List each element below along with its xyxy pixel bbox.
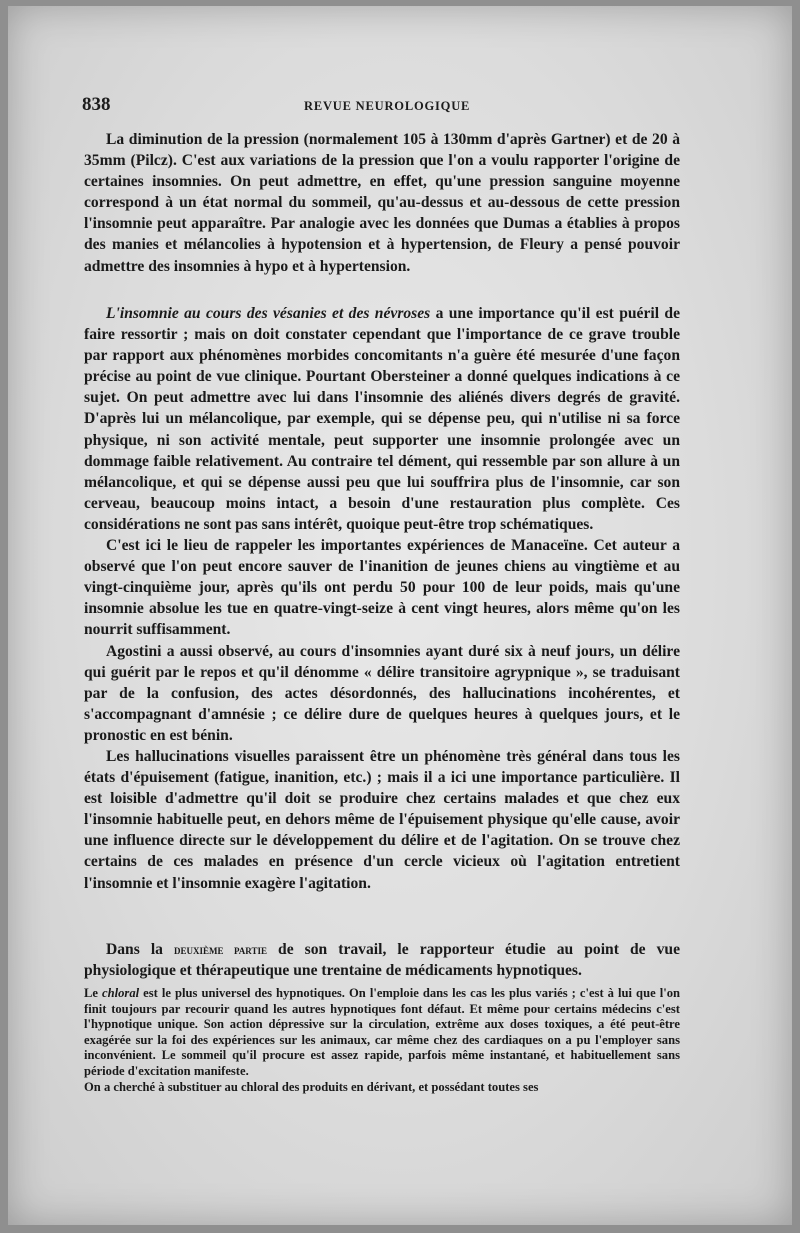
scanned-page <box>8 6 792 1225</box>
paragraph: L'insomnie au cours des vésanies et des névroses a une importance qu'il est puéril de faire ressortir ; mais on doit constater cependant que l'importance de ce grave trouble par rapport aux phénomènes morbides concomitants n'a guère été mesurée d'une façon précise au point de vue clinique. Pourtant Obersteiner a donné quelques indications à ce sujet. On peut admettre avec lui dans l'insomnie des aliénés divers degrés de gravité. D'après lui un mélancolique, par exemple, qui se dépense peu, qui n'utilise ni sa force physique, ni son activité mentale, peut supporter une insomnie prolongée avec un dommage faible relativement. Au contraire tel dément, qui ressemble par son allure à un mélancolique, et qui se dépense aussi peu que lui souffrira plus de l'insomnie, car son cerveau, beaucoup moins intact, a besoin d'une restauration plus complète. Ces considérations ne sont pas sans intérêt, quoique peut-être trop schématiques. <box>84 305 680 533</box>
small-caps-label: deuxième partie <box>174 942 267 957</box>
section-chloral <box>84 986 680 1095</box>
section-blood-pressure <box>84 129 680 277</box>
paragraph: On a cherché à substituer au chloral des produits en dérivant, et possédant toutes ses <box>84 1079 539 1094</box>
running-header <box>82 94 682 116</box>
page-number: 838 <box>82 94 111 115</box>
paragraph: Le chloral est le plus universel des hypnotiques. On l'emploie dans les cas les plus variés ; c'est à lui que l'on finit toujours par recourir quand les autres hypnotiques font défaut. Et même pour certains médecins c'est l'hypnotique unique. Son action dépressive sur la circulation, extrême aux doses toxiques, a été peut-être exagérée sur la foi des expériences sur les animaux, car même chez des cardiaques on a pu l'employer sans inconvénient. Le sommeil qu'il procure est assez rapide, parfois même instantané, et habituellement sans période d'excitation manifeste. <box>84 986 680 1078</box>
paragraph: Dans la deuxième partie de son travail, le rapporteur étudie au point de vue physiologique et thérapeutique une trentaine de médicaments hypnotiques. <box>84 941 681 980</box>
section-second-part <box>84 939 680 981</box>
running-title: REVUE NEUROLOGIQUE <box>304 99 471 113</box>
paragraph: C'est ici le lieu de rappeler les importantes expériences de Manaceïne. Cet auteur a observé que l'on peut encore sauver de l'inanition de jeunes chiens au vingtième et au vingt-cinquième jour, après qu'ils ont perdu 50 pour 100 de leur poids, mais qu'une insomnie absolue les tue en quatre-vingt-seize à cent vingt heures, alors même qu'on les nourrit suffisamment. <box>84 537 680 639</box>
paragraph: La diminution de la pression (normalement 105 à 130mm d'après Gartner) et de 20 à 35mm (Pilcz). C'est aux variations de la pression que l'on a voulu rapporter l'origine de certaines insomnies. On peut admettre, en effet, qu'une pression sanguine moyenne correspond à un état normal du sommeil, qu'au-dessus et au-dessous de cette pression l'insomnie peut apparaître. Par analogie avec les données que Dumas a établies à propos des manies et mélancolies à hypotension et à hypertension, de Fleury a pensé pouvoir admettre des insomnies à hypo et à hypertension. <box>84 131 680 275</box>
paragraph: Les hallucinations visuelles paraissent être un phénomène très général dans tous les états d'épuisement (fatigue, inanition, etc.) ; mais il a ici une importance particulière. Il est loisible d'admettre qu'il doit se produire chez certains malades et que chez eux l'insomnie habituelle peut, en dehors même de l'épuisement physique qu'elle cause, avoir une influence directe sur le développement du délire et de l'agitation. On se trouve chez certains de ces malades en présence d'un cercle vicieux où l'agitation entretient l'insomnie et l'insomnie exagère l'agitation. <box>84 747 680 892</box>
paragraph: Agostini a aussi observé, au cours d'insomnies ayant duré six à neuf jours, un délire qui guérit par le repos et qu'il dénomme « délire transitoire agrypnique », se traduisant par de la confusion, des actes désordonnés, des hallucinations incohérentes, et s'accompagnant d'amnésie ; ce délire dure de quelques heures à quelques jours, et le pronostic en est bénin. <box>84 642 680 744</box>
section-vesanies <box>84 303 680 894</box>
italic-heading: L'insomnie au cours des vésanies et des névroses <box>106 305 431 322</box>
italic-term: chloral <box>102 986 140 1000</box>
